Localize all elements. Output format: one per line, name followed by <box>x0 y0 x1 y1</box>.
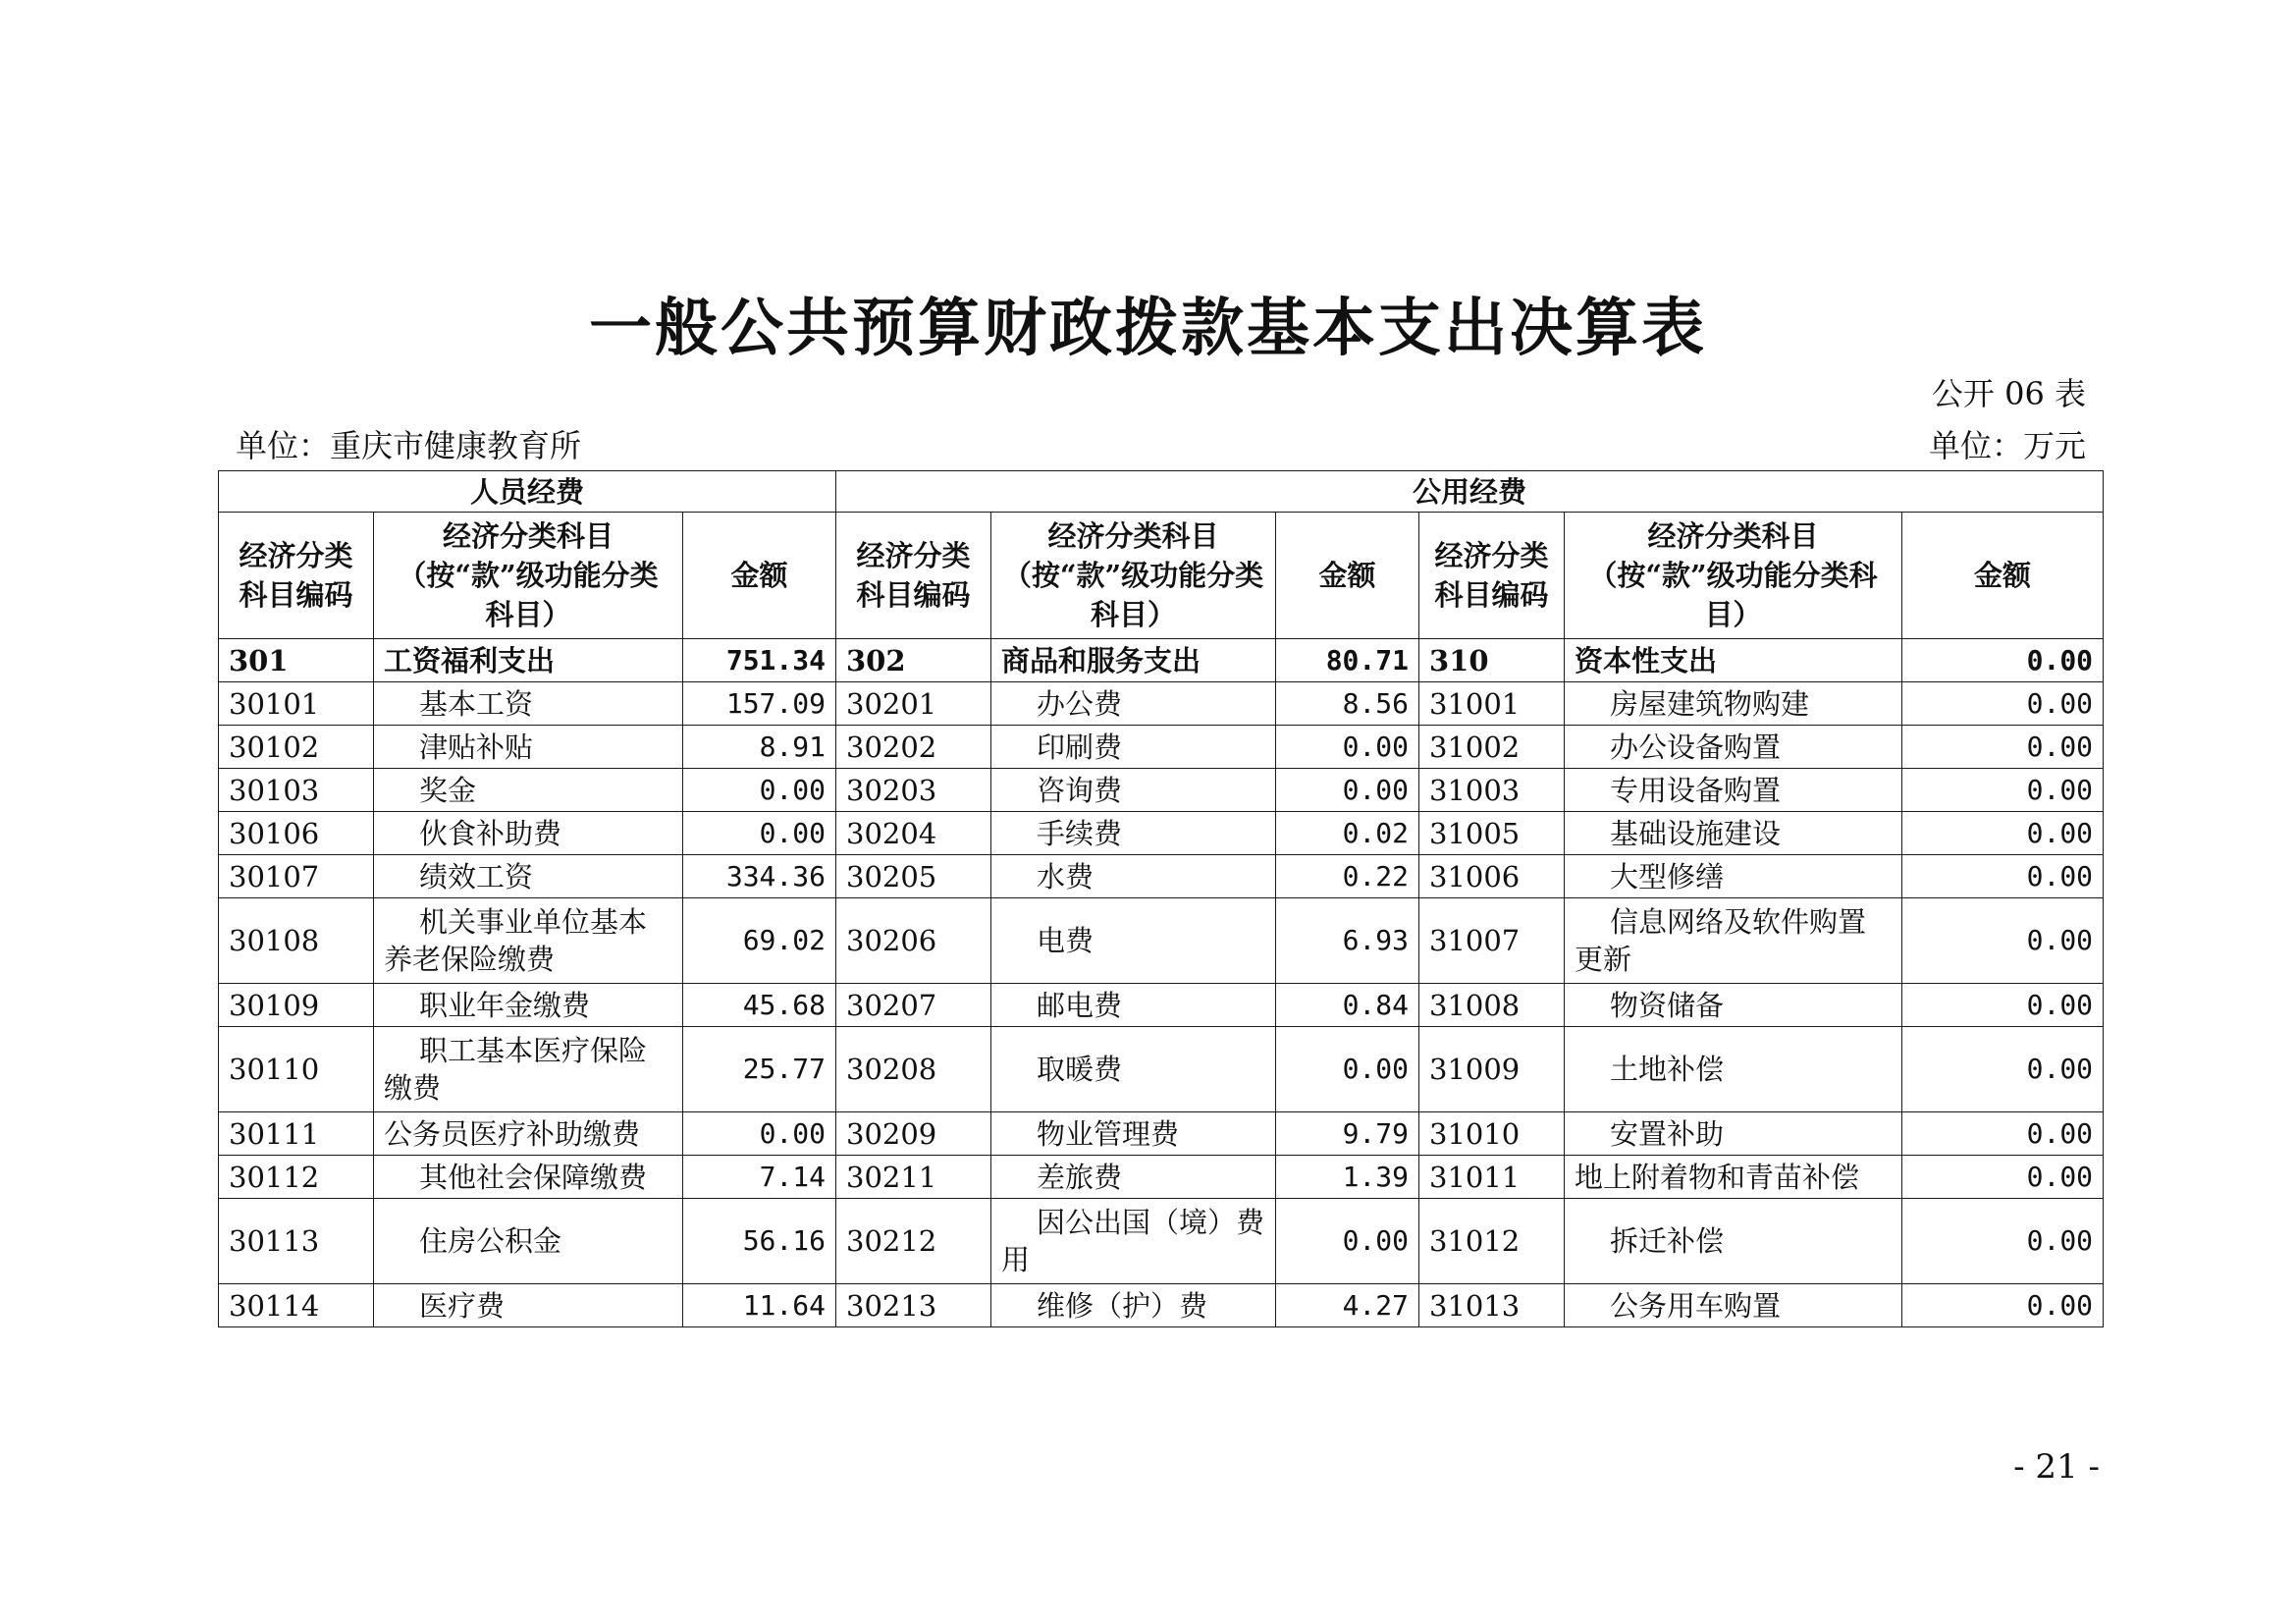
goods-amount: 0.02 <box>1276 812 1419 855</box>
goods-name: 办公费 <box>991 682 1276 726</box>
table-row <box>219 898 2104 984</box>
personnel-amount: 45.68 <box>683 984 836 1027</box>
header-name: 经济分类科目（按“款”级功能分类科目） <box>374 513 683 639</box>
goods-code: 302 <box>836 639 991 682</box>
goods-amount: 80.71 <box>1276 639 1419 682</box>
goods-name: 水费 <box>991 855 1276 898</box>
goods-code: 30204 <box>836 812 991 855</box>
goods-code: 30209 <box>836 1112 991 1156</box>
personnel-name: 医疗费 <box>374 1284 683 1327</box>
capital-code: 31009 <box>1419 1027 1565 1112</box>
capital-name: 物资储备 <box>1565 984 1902 1027</box>
personnel-code: 30111 <box>219 1112 374 1156</box>
capital-name: 安置补助 <box>1565 1112 1902 1156</box>
capital-code: 31005 <box>1419 812 1565 855</box>
header-code: 经济分类科目编码 <box>219 513 374 639</box>
personnel-amount: 69.02 <box>683 898 836 984</box>
goods-name: 咨询费 <box>991 769 1276 812</box>
capital-code: 31013 <box>1419 1284 1565 1327</box>
capital-amount: 0.00 <box>1902 898 2104 984</box>
goods-amount: 0.00 <box>1276 769 1419 812</box>
expenditure-table <box>218 470 2104 1327</box>
unit-currency: 单位：万元 <box>1928 427 2086 464</box>
personnel-amount: 0.00 <box>683 769 836 812</box>
capital-code: 31003 <box>1419 769 1565 812</box>
capital-code: 310 <box>1419 639 1565 682</box>
goods-name: 邮电费 <box>991 984 1276 1027</box>
capital-amount: 0.00 <box>1902 812 2104 855</box>
capital-amount: 0.00 <box>1902 639 2104 682</box>
capital-code: 31001 <box>1419 682 1565 726</box>
header-name: 经济分类科目（按“款”级功能分类科目） <box>991 513 1276 639</box>
personnel-name: 机关事业单位基本养老保险缴费 <box>374 898 683 984</box>
table-row <box>219 639 2104 682</box>
table-row <box>219 1284 2104 1327</box>
goods-code: 30205 <box>836 855 991 898</box>
capital-name: 资本性支出 <box>1565 639 1902 682</box>
form-number: 公开 06 表 <box>1931 375 2086 412</box>
goods-amount: 0.22 <box>1276 855 1419 898</box>
personnel-name: 公务员医疗补助缴费 <box>374 1112 683 1156</box>
personnel-name: 绩效工资 <box>374 855 683 898</box>
goods-amount: 6.93 <box>1276 898 1419 984</box>
personnel-name: 职业年金缴费 <box>374 984 683 1027</box>
personnel-code: 30113 <box>219 1199 374 1284</box>
capital-code: 31008 <box>1419 984 1565 1027</box>
goods-code: 30206 <box>836 898 991 984</box>
capital-amount: 0.00 <box>1902 984 2104 1027</box>
goods-amount: 0.00 <box>1276 1199 1419 1284</box>
goods-code: 30207 <box>836 984 991 1027</box>
personnel-code: 30109 <box>219 984 374 1027</box>
goods-name: 印刷费 <box>991 726 1276 769</box>
group-header-row <box>219 471 2104 513</box>
table-row <box>219 1027 2104 1112</box>
capital-name: 土地补偿 <box>1565 1027 1902 1112</box>
capital-name: 专用设备购置 <box>1565 769 1902 812</box>
goods-name: 维修（护）费 <box>991 1284 1276 1327</box>
personnel-code: 30108 <box>219 898 374 984</box>
personnel-amount: 11.64 <box>683 1284 836 1327</box>
personnel-amount: 0.00 <box>683 812 836 855</box>
header-code: 经济分类科目编码 <box>1419 513 1565 639</box>
goods-code: 30201 <box>836 682 991 726</box>
goods-amount: 4.27 <box>1276 1284 1419 1327</box>
capital-name: 房屋建筑物购建 <box>1565 682 1902 726</box>
goods-amount: 0.00 <box>1276 1027 1419 1112</box>
personnel-amount: 0.00 <box>683 1112 836 1156</box>
table-row <box>219 769 2104 812</box>
goods-code: 30203 <box>836 769 991 812</box>
header-code: 经济分类科目编码 <box>836 513 991 639</box>
personnel-code: 30106 <box>219 812 374 855</box>
goods-name: 物业管理费 <box>991 1112 1276 1156</box>
capital-amount: 0.00 <box>1902 769 2104 812</box>
group-personnel: 人员经费 <box>219 471 836 513</box>
personnel-code: 30112 <box>219 1156 374 1199</box>
column-header-row <box>219 513 2104 639</box>
capital-name: 拆迁补偿 <box>1565 1199 1902 1284</box>
unit-organization: 单位：重庆市健康教育所 <box>236 427 582 464</box>
goods-name: 因公出国（境）费用 <box>991 1199 1276 1284</box>
personnel-amount: 157.09 <box>683 682 836 726</box>
goods-code: 30208 <box>836 1027 991 1112</box>
capital-amount: 0.00 <box>1902 682 2104 726</box>
personnel-code: 30107 <box>219 855 374 898</box>
capital-code: 31010 <box>1419 1112 1565 1156</box>
capital-amount: 0.00 <box>1902 1112 2104 1156</box>
capital-amount: 0.00 <box>1902 1156 2104 1199</box>
goods-amount: 8.56 <box>1276 682 1419 726</box>
personnel-code: 30102 <box>219 726 374 769</box>
capital-code: 31007 <box>1419 898 1565 984</box>
capital-name: 公务用车购置 <box>1565 1284 1902 1327</box>
table-row <box>219 726 2104 769</box>
personnel-amount: 8.91 <box>683 726 836 769</box>
group-public: 公用经费 <box>836 471 2104 513</box>
capital-amount: 0.00 <box>1902 1199 2104 1284</box>
capital-code: 31002 <box>1419 726 1565 769</box>
table-row <box>219 984 2104 1027</box>
personnel-code: 30101 <box>219 682 374 726</box>
header-amount: 金额 <box>1276 513 1419 639</box>
capital-code: 31006 <box>1419 855 1565 898</box>
table-row <box>219 1156 2104 1199</box>
capital-name: 基础设施建设 <box>1565 812 1902 855</box>
capital-code: 31012 <box>1419 1199 1565 1284</box>
personnel-code: 30103 <box>219 769 374 812</box>
personnel-amount: 334.36 <box>683 855 836 898</box>
capital-amount: 0.00 <box>1902 855 2104 898</box>
goods-code: 30211 <box>836 1156 991 1199</box>
capital-name: 办公设备购置 <box>1565 726 1902 769</box>
capital-code: 31011 <box>1419 1156 1565 1199</box>
personnel-amount: 56.16 <box>683 1199 836 1284</box>
goods-amount: 0.00 <box>1276 726 1419 769</box>
personnel-name: 职工基本医疗保险缴费 <box>374 1027 683 1112</box>
goods-name: 差旅费 <box>991 1156 1276 1199</box>
table-row <box>219 1112 2104 1156</box>
goods-amount: 0.84 <box>1276 984 1419 1027</box>
goods-name: 取暖费 <box>991 1027 1276 1112</box>
capital-name: 信息网络及软件购置更新 <box>1565 898 1902 984</box>
table-row <box>219 812 2104 855</box>
personnel-name: 津贴补贴 <box>374 726 683 769</box>
goods-code: 30202 <box>836 726 991 769</box>
table-row <box>219 682 2104 726</box>
goods-name: 手续费 <box>991 812 1276 855</box>
goods-name: 商品和服务支出 <box>991 639 1276 682</box>
page-title: 一般公共预算财政拨款基本支出决算表 <box>589 292 1707 365</box>
personnel-name: 奖金 <box>374 769 683 812</box>
personnel-code: 30114 <box>219 1284 374 1327</box>
capital-name: 大型修缮 <box>1565 855 1902 898</box>
header-amount: 金额 <box>683 513 836 639</box>
goods-amount: 1.39 <box>1276 1156 1419 1199</box>
personnel-code: 301 <box>219 639 374 682</box>
personnel-name: 工资福利支出 <box>374 639 683 682</box>
capital-amount: 0.00 <box>1902 1027 2104 1112</box>
table-row <box>219 1199 2104 1284</box>
personnel-amount: 25.77 <box>683 1027 836 1112</box>
personnel-name: 其他社会保障缴费 <box>374 1156 683 1199</box>
header-amount: 金额 <box>1902 513 2104 639</box>
personnel-code: 30110 <box>219 1027 374 1112</box>
header-name: 经济分类科目（按“款”级功能分类科目） <box>1565 513 1902 639</box>
personnel-name: 基本工资 <box>374 682 683 726</box>
capital-name: 地上附着物和青苗补偿 <box>1565 1156 1902 1199</box>
table-row <box>219 855 2104 898</box>
goods-name: 电费 <box>991 898 1276 984</box>
personnel-name: 伙食补助费 <box>374 812 683 855</box>
personnel-amount: 7.14 <box>683 1156 836 1199</box>
goods-code: 30212 <box>836 1199 991 1284</box>
personnel-name: 住房公积金 <box>374 1199 683 1284</box>
capital-amount: 0.00 <box>1902 1284 2104 1327</box>
goods-code: 30213 <box>836 1284 991 1327</box>
goods-amount: 9.79 <box>1276 1112 1419 1156</box>
personnel-amount: 751.34 <box>683 639 836 682</box>
capital-amount: 0.00 <box>1902 726 2104 769</box>
page-number: - 21 - <box>2013 1447 2100 1487</box>
